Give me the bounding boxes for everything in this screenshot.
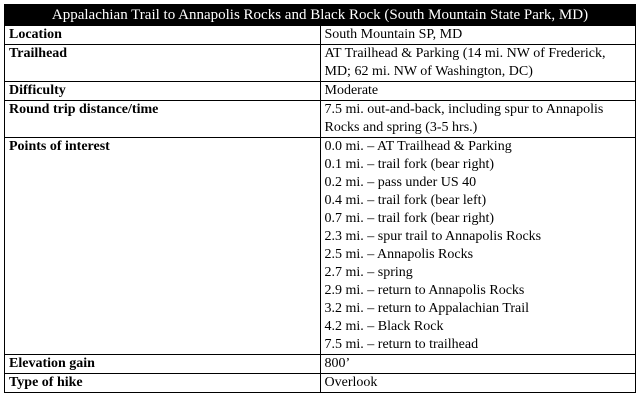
table-title: Appalachian Trail to Annapolis Rocks and Black Rock (South Mountain State Park, MD): [5, 5, 636, 26]
row-value: Overlook: [320, 374, 636, 393]
table-row-difficulty: [5, 82, 636, 101]
list-item: 2.3 mi. – spur trail to Annapolis Rocks: [324, 229, 542, 244]
points-of-interest-list: [320, 138, 636, 355]
table-row-type-of-hike: [5, 374, 636, 393]
list-item: 0.4 mi. – trail fork (bear left): [324, 193, 487, 208]
row-value: AT Trailhead & Parking (14 mi. NW of Frederick, MD; 62 mi. NW of Washington, DC): [320, 45, 636, 82]
list-item: 2.7 mi. – spring: [324, 265, 413, 280]
table-row-points-of-interest: [5, 138, 636, 355]
list-item: 2.9 mi. – return to Annapolis Rocks: [324, 283, 525, 298]
row-label: Round trip distance/time: [5, 101, 321, 138]
row-value: Moderate: [320, 82, 636, 101]
hike-info-table: [4, 4, 636, 393]
hike-info-table-container: [4, 4, 636, 393]
table-row-trailhead: [5, 45, 636, 82]
table-row-location: [5, 26, 636, 45]
list-item: 2.5 mi. – Annapolis Rocks: [324, 247, 474, 262]
title-row: [5, 5, 636, 26]
row-value: 7.5 mi. out-and-back, including spur to Annapolis Rocks and spring (3-5 hrs.): [320, 101, 636, 138]
row-label: Type of hike: [5, 374, 321, 393]
list-item: 0.0 mi. – AT Trailhead & Parking: [324, 139, 512, 154]
list-item: 0.1 mi. – trail fork (bear right): [324, 157, 495, 172]
row-label: Points of interest: [5, 138, 321, 355]
table-row-distance-time: [5, 101, 636, 138]
table-row-elevation-gain: [5, 355, 636, 374]
list-item: 3.2 mi. – return to Appalachian Trail: [324, 301, 530, 316]
row-label: Difficulty: [5, 82, 321, 101]
list-item: 7.5 mi. – return to trailhead: [324, 337, 479, 352]
row-value: South Mountain SP, MD: [320, 26, 636, 45]
list-item: 0.2 mi. – pass under US 40: [324, 175, 477, 190]
row-label: Elevation gain: [5, 355, 321, 374]
row-value: 800’: [320, 355, 636, 374]
list-item: 4.2 mi. – Black Rock: [324, 319, 444, 334]
row-label: Location: [5, 26, 321, 45]
list-item: 0.7 mi. – trail fork (bear right): [324, 211, 495, 226]
row-label: Trailhead: [5, 45, 321, 82]
